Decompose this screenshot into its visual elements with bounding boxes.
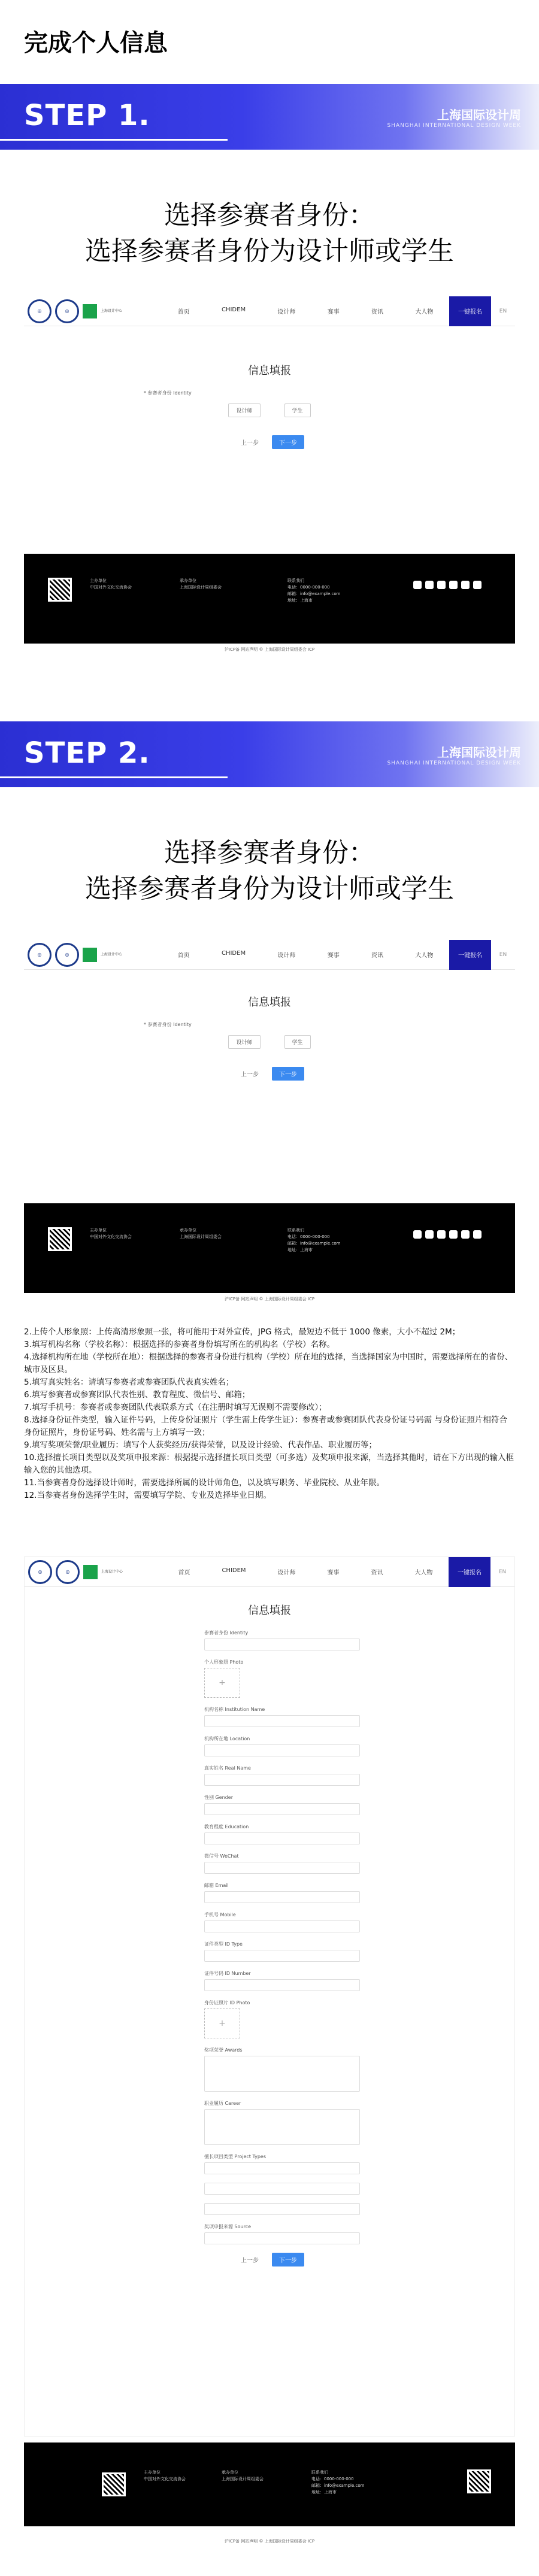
field-input[interactable]	[204, 1979, 360, 1991]
nav-item[interactable]: CHIDEM	[221, 950, 246, 957]
field-label: 证件类型 ID Type	[204, 1941, 243, 1947]
footer-col2: 承办单位 上海国际设计周组委会	[222, 2470, 264, 2481]
brand	[387, 105, 521, 129]
social-icons	[413, 1230, 482, 1239]
field-input[interactable]	[204, 1862, 360, 1874]
field-input[interactable]	[204, 1715, 360, 1727]
logo-circle-icon: ◎	[56, 1560, 80, 1584]
footer-col1: 主办单位 中国对外文化交流协会	[90, 578, 132, 590]
logo-square-icon	[83, 948, 97, 962]
step-2-label: STEP 2.	[24, 736, 150, 770]
nav-item[interactable]: 大人物	[414, 1570, 433, 1576]
brand	[387, 743, 521, 766]
field-label: 奖项申报来源 Source	[204, 2224, 252, 2229]
option-designer[interactable]: 设计师	[228, 403, 260, 417]
field-textarea[interactable]	[204, 2056, 360, 2092]
nav-item[interactable]: 设计师	[277, 952, 296, 959]
qr-code-icon	[467, 2469, 491, 2493]
field-input[interactable]	[204, 1639, 360, 1650]
language-switch[interactable]: EN	[499, 308, 507, 314]
field-input[interactable]	[204, 1832, 360, 1844]
social-icon[interactable]	[461, 581, 470, 589]
field-input[interactable]	[204, 1920, 360, 1932]
social-icon[interactable]	[449, 581, 458, 589]
nav-item[interactable]: 赛事	[327, 952, 340, 959]
site-footer-3	[24, 2443, 515, 2526]
identity-label: * 参赛者身份 Identity	[144, 1022, 192, 1027]
copyright: 沪ICP备 网站声明 © 上海国际设计周组委会 ICP	[224, 647, 315, 652]
signup-button[interactable]: 一键报名	[449, 296, 491, 326]
step-2-banner	[0, 721, 539, 787]
step-1-headline-line2: 选择参赛者身份为设计师或学生	[85, 236, 454, 266]
step-1-headline	[0, 198, 539, 269]
nav-item[interactable]: 赛事	[327, 1570, 340, 1576]
footer-col2: 承办单位 上海国际设计周组委会	[180, 578, 222, 590]
footer-col1: 主办单位 中国对外文化交流协会	[144, 2470, 186, 2481]
nav-item[interactable]: CHIDEM	[222, 1567, 246, 1574]
field-input[interactable]	[204, 2203, 360, 2215]
nav-items	[162, 307, 449, 315]
social-icon[interactable]	[425, 1230, 434, 1239]
logo-circle-icon: ◎	[28, 1560, 52, 1584]
nav-item[interactable]: 首页	[177, 309, 190, 315]
instruction-item: 10.选择擅长项目类型以及奖项申报来源：根据提示选择擅长项目类型（可多选）及奖项申报来源，当选择其他时，请在下方出现的输入框输入您的其他选项。	[24, 1453, 514, 1475]
logo-circle-icon: ◎	[28, 943, 52, 967]
field-input[interactable]	[204, 1950, 360, 1962]
back-button[interactable]: 上一步	[241, 440, 259, 447]
form-title: 信息填报	[248, 996, 291, 1009]
nav-items	[162, 950, 449, 959]
instruction-item: 2.上传个人形象照：上传高清形象照一张，将可能用于对外宣传，JPG 格式，最短边不低于 1000 像素，大小不超过 2M；	[24, 1327, 461, 1337]
field-label: 参赛者身份 Identity	[204, 1630, 249, 1636]
instruction-item: 4.选择机构所在地（学校所在地）：根据选择的参赛者身份进行机构（学校）所在地的选择，当选择国家为中国时，需要选择所在的省份、城市及区县。	[24, 1352, 513, 1375]
back-button[interactable]: 上一步	[241, 2258, 259, 2264]
brand-cn: 上海国际设计周	[437, 108, 521, 122]
field-label: 奖项荣誉 Awards	[204, 2047, 243, 2053]
instruction-item: 6.填写参赛者或参赛团队代表性别、教育程度、微信号、邮箱；	[24, 1390, 250, 1400]
field-input[interactable]	[204, 2183, 360, 2195]
signup-button[interactable]: 一键报名	[449, 940, 491, 970]
option-student[interactable]: 学生	[284, 1035, 311, 1049]
social-icons	[413, 581, 482, 589]
nav-item[interactable]: 首页	[178, 1570, 190, 1576]
form-title: 信息填报	[248, 365, 291, 377]
footer-col1: 主办单位 中国对外文化交流协会	[90, 1228, 132, 1239]
site-footer-1	[24, 554, 515, 644]
footer-col3: 联系我们 电话：0000-000-000 邮箱：info@example.com 地址：上海市	[287, 1228, 341, 1252]
field-label: 个人形象照 Photo	[204, 1659, 244, 1665]
field-label: 真实姓名 Real Name	[204, 1765, 251, 1771]
back-button[interactable]: 上一步	[241, 1072, 259, 1078]
next-button[interactable]: 下一步	[272, 1067, 304, 1081]
instruction-item: 3.填写机构名称（学校名称）：根据选择的参赛者身份填写所在的机构名（学校）名称。	[24, 1340, 335, 1349]
instruction-item: 8.选择身份证件类型，输入证件号码，上传身份证照片（学生需上传学生证）：参赛者或参赛团队代表身份证号码需 与身份证照片相符合身份证照片，身份证号码、姓名需与上方填写一致；	[24, 1415, 507, 1437]
site-screenshot-2	[24, 940, 515, 1119]
nav-items	[162, 1567, 449, 1576]
long-form-fields	[204, 1630, 514, 2244]
nav-item[interactable]: 资讯	[371, 309, 384, 315]
brand-en: SHANGHAI INTERNATIONAL DESIGN WEEK	[387, 123, 521, 129]
instruction-item: 7.填写手机号：参赛者或参赛团队代表联系方式（在注册时填写无误则不需要修改）；	[24, 1403, 327, 1412]
logo-circle-icon: ◎	[28, 299, 52, 323]
field-input[interactable]	[204, 2162, 360, 2174]
field-label: 性别 Gender	[204, 1795, 234, 1800]
nav-item[interactable]: 赛事	[327, 309, 340, 315]
field-input[interactable]	[204, 1891, 360, 1903]
signup-button[interactable]: 一键报名	[449, 1557, 490, 1587]
logo-text: 上海设计中心	[101, 1569, 123, 1574]
social-icon[interactable]	[413, 581, 422, 589]
nav-item[interactable]: 设计师	[277, 309, 296, 315]
footer-col3: 联系我们 电话：0000-000-000 邮箱：info@example.com 地址：上海市	[311, 2470, 365, 2495]
form-buttons	[24, 1067, 515, 1081]
brand-en: SHANGHAI INTERNATIONAL DESIGN WEEK	[387, 760, 521, 766]
instruction-item: 5.填写真实姓名：请填写参赛者或参赛团队代表真实姓名；	[24, 1377, 234, 1387]
logo-circle-icon: ◎	[55, 299, 79, 323]
upload-icon[interactable]: +	[204, 1668, 240, 1698]
footer-col3: 联系我们 电话：0000-000-000 邮箱：info@example.com 地址：上海市	[287, 578, 341, 603]
social-icon[interactable]	[437, 581, 446, 589]
logo-text: 上海设计中心	[101, 952, 123, 957]
field-label: 擅长项目类型 Project Types	[204, 2154, 266, 2159]
field-label: 手机号 Mobile	[204, 1912, 236, 1917]
logo-square-icon	[83, 1565, 98, 1579]
step-2-headline-line2: 选择参赛者身份为设计师或学生	[85, 873, 454, 904]
logo-text: 上海设计中心	[101, 308, 123, 313]
field-label: 职业履历 Career	[204, 2101, 241, 2106]
step-1-label: STEP 1.	[24, 99, 150, 132]
nav-item[interactable]: 大人物	[415, 309, 434, 315]
copyright: 沪ICP备 网站声明 © 上海国际设计周组委会 ICP	[224, 1297, 315, 1301]
social-icon[interactable]	[461, 1230, 470, 1239]
step-1-underline	[0, 139, 228, 141]
instruction-item: 12.当参赛者身份选择学生时，需要填写学院、专业及选择毕业日期。	[24, 1491, 271, 1500]
form-buttons	[25, 2253, 514, 2266]
step-2-headline-line1: 选择参赛者身份：	[164, 838, 375, 868]
field-label: 机构所在地 Location	[204, 1736, 250, 1741]
field-input[interactable]	[204, 1803, 360, 1815]
step-2-headline	[0, 835, 539, 907]
field-label: 微信号 WeChat	[204, 1853, 239, 1859]
social-icon[interactable]	[473, 581, 482, 589]
field-label: 机构名称 Institution Name	[204, 1707, 265, 1712]
site-nav	[24, 940, 515, 970]
site-footer-2	[24, 1203, 515, 1293]
nav-item[interactable]: 设计师	[277, 1570, 296, 1576]
qr-code-icon	[102, 2472, 126, 2496]
field-input[interactable]	[204, 2232, 360, 2244]
field-textarea[interactable]	[204, 2109, 360, 2145]
field-label: 证件号码 ID Number	[204, 1971, 251, 1976]
long-form-title: 信息填报	[248, 1604, 291, 1617]
site-logos	[24, 943, 162, 967]
language-switch[interactable]: EN	[499, 951, 507, 958]
social-icon[interactable]	[437, 1230, 446, 1239]
field-label: 教育程度 Education	[204, 1824, 249, 1829]
brand-cn: 上海国际设计周	[437, 745, 521, 760]
step-1-headline-line1: 选择参赛者身份：	[164, 200, 375, 230]
social-icon[interactable]	[473, 1230, 482, 1239]
identity-options	[24, 1035, 515, 1049]
upload-icon[interactable]: +	[204, 2008, 240, 2038]
next-button[interactable]: 下一步	[272, 2253, 304, 2266]
instructions	[24, 1326, 515, 1502]
instruction-item: 11.当参赛者身份选择设计师时，需要选择所属的设计师角色，以及填写职务、毕业院校、从业年限。	[24, 1478, 384, 1488]
form-buttons	[24, 435, 515, 449]
identity-label: * 参赛者身份 Identity	[144, 390, 192, 396]
site-screenshot-3	[24, 1556, 515, 2437]
page-title: 完成个人信息	[24, 29, 168, 57]
field-label: 邮箱 Email	[204, 1883, 229, 1888]
identity-options	[24, 403, 515, 417]
next-button[interactable]: 下一步	[272, 435, 304, 449]
nav-item[interactable]: 资讯	[371, 1570, 383, 1576]
step-1-banner	[0, 84, 539, 150]
nav-item[interactable]: 首页	[177, 952, 190, 959]
site-logos	[25, 1560, 162, 1584]
language-switch[interactable]: EN	[498, 1568, 507, 1575]
field-label: 身份证照片 ID Photo	[204, 2000, 250, 2005]
site-screenshot-1	[24, 296, 515, 494]
site-nav	[24, 296, 515, 326]
step-2-underline	[0, 776, 228, 778]
instruction-item: 9.填写奖项荣誉/职业履历：填写个人获奖经历/获得荣誉，以及设计经验、代表作品、职业履历等；	[24, 1440, 377, 1450]
logo-square-icon	[83, 304, 97, 318]
nav-item[interactable]: 大人物	[415, 952, 434, 959]
qr-code-icon	[48, 1227, 72, 1251]
field-input[interactable]	[204, 1744, 360, 1756]
qr-code-icon	[48, 578, 72, 602]
social-icon[interactable]	[413, 1230, 422, 1239]
nav-item[interactable]: 资讯	[371, 952, 384, 959]
copyright: 沪ICP备 网站声明 © 上海国际设计周组委会 ICP	[224, 2539, 315, 2544]
social-icon[interactable]	[425, 581, 434, 589]
site-logos	[24, 299, 162, 323]
option-designer[interactable]: 设计师	[228, 1035, 260, 1049]
field-input[interactable]	[204, 1774, 360, 1786]
option-student[interactable]: 学生	[284, 403, 311, 417]
social-icon[interactable]	[449, 1230, 458, 1239]
logo-circle-icon: ◎	[55, 943, 79, 967]
nav-item[interactable]: CHIDEM	[221, 307, 246, 313]
footer-col2: 承办单位 上海国际设计周组委会	[180, 1228, 222, 1239]
site-nav	[25, 1557, 514, 1587]
